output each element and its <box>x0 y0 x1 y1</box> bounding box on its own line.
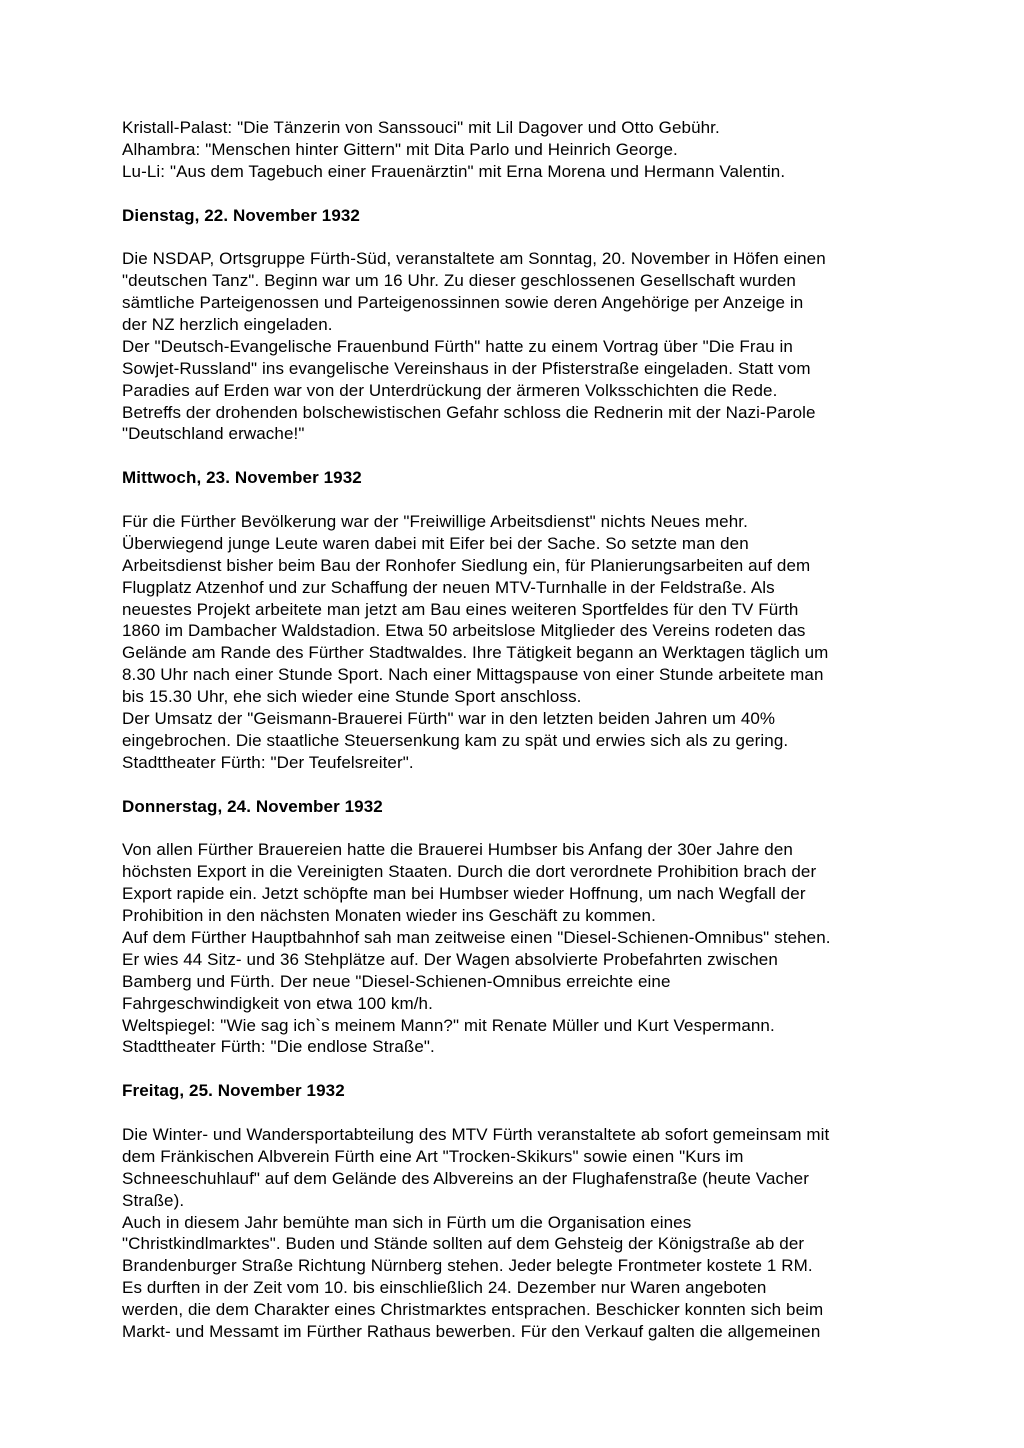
text-line: Gelände am Rande des Fürther Stadtwaldes. Ihre Tätigkeit begann an Werktagen täglich um <box>122 643 829 663</box>
text-line: Bamberg und Fürth. Der neue "Diesel-Schienen-Omnibus erreichte eine <box>122 971 671 991</box>
text-line: Die Winter- und Wandersportabteilung des MTV Fürth veranstaltete ab sofort gemeinsam mit <box>122 1124 830 1144</box>
section-heading <box>122 467 922 489</box>
section-heading-text: Mittwoch, 23. November 1932 <box>122 468 362 488</box>
section-heading-text: Dienstag, 22. November 1932 <box>122 205 360 225</box>
text-line: Alhambra: "Menschen hinter Gittern" mit Dita Parlo und Heinrich George. <box>122 139 678 159</box>
text-line: "Deutschland erwache!" <box>122 424 305 444</box>
section-heading-text: Donnerstag, 24. November 1932 <box>122 796 383 816</box>
text-line: eingebrochen. Die staatliche Steuersenkung kam zu spät und erwies sich als zu gering. <box>122 730 789 750</box>
text-line: Der "Deutsch-Evangelische Frauenbund Fürth" hatte zu einem Vortrag über "Die Frau in <box>122 336 793 356</box>
text-line: Stadttheater Fürth: "Die endlose Straße". <box>122 1037 435 1057</box>
text-line: Paradies auf Erden war von der Unterdrückung der ärmeren Volksschichten die Rede. <box>122 380 778 400</box>
text-line: Er wies 44 Sitz- und 36 Stehplätze auf. Der Wagen absolvierte Probefahrten zwischen <box>122 949 778 969</box>
text-line: Die NSDAP, Ortsgruppe Fürth-Süd, veranstaltete am Sonntag, 20. November in Höfen einen <box>122 249 826 269</box>
text-line: Sowjet-Russland" ins evangelische Vereinshaus in der Pfisterstraße eingeladen. Statt vom <box>122 358 811 378</box>
text-line: Von allen Fürther Brauereien hatte die Brauerei Humbser bis Anfang der 30er Jahre den <box>122 840 793 860</box>
text-line: Weltspiegel: "Wie sag ich`s meinem Mann?" mit Renate Müller und Kurt Vespermann. <box>122 1015 775 1035</box>
section-heading <box>122 205 922 227</box>
text-line: Export rapide ein. Jetzt schöpfte man bei Humbser wieder Hoffnung, um nach Wegfall der <box>122 884 806 904</box>
text-line: neuestes Projekt arbeitete man jetzt am Bau eines weiteren Sportfeldes für den TV Fürth <box>122 599 799 619</box>
paragraph <box>122 839 922 1058</box>
text-line: 1860 im Dambacher Waldstadion. Etwa 50 arbeitslose Mitglieder des Vereins rodeten das <box>122 621 806 641</box>
text-line: Überwiegend junge Leute waren dabei mit Eifer bei der Sache. So setzte man den <box>122 533 749 553</box>
text-line: Schneeschuhlauf" auf dem Gelände des Albvereins an der Flughafenstraße (heute Vacher <box>122 1168 809 1188</box>
text-line: Markt- und Messamt im Fürther Rathaus bewerben. Für den Verkauf galten die allgemeinen <box>122 1321 821 1341</box>
text-line: Kristall-Palast: "Die Tänzerin von Sanssouci" mit Lil Dagover und Otto Gebühr. <box>122 118 720 137</box>
text-line: Auch in diesem Jahr bemühte man sich in Fürth um die Organisation eines <box>122 1212 692 1232</box>
text-line: "Christkindlmarktes". Buden und Stände sollten auf dem Gehsteig der Königstraße ab der <box>122 1234 805 1254</box>
text-line: Betreffs der drohenden bolschewistischen Gefahr schloss die Rednerin mit der Nazi-Parole <box>122 402 816 422</box>
section-heading-text: Freitag, 25. November 1932 <box>122 1081 345 1101</box>
document-content <box>122 117 922 1343</box>
text-line: Straße). <box>122 1190 185 1210</box>
text-line: Flugplatz Atzenhof und zur Schaffung der neuen MTV-Turnhalle in der Feldstraße. Als <box>122 577 775 597</box>
paragraph <box>122 511 922 774</box>
text-line: bis 15.30 Uhr, ehe sich wieder eine Stunde Sport anschloss. <box>122 687 582 707</box>
paragraph <box>122 1124 922 1343</box>
text-line: sämtliche Parteigenossen und Parteigenossinnen sowie deren Angehörige per Anzeige in <box>122 293 804 313</box>
text-line: Lu-Li: "Aus dem Tagebuch einer Frauenärztin" mit Erna Morena und Hermann Valentin. <box>122 161 786 181</box>
section-heading <box>122 1080 922 1102</box>
paragraph <box>122 117 922 183</box>
text-line: dem Fränkischen Albverein Fürth eine Art "Trocken-Skikurs" sowie einen "Kurs im <box>122 1146 744 1166</box>
text-line: Auf dem Fürther Hauptbahnhof sah man zeitweise einen "Diesel-Schienen-Omnibus" stehen. <box>122 927 831 947</box>
text-line: Fahrgeschwindigkeit von etwa 100 km/h. <box>122 993 433 1013</box>
paragraph <box>122 248 922 445</box>
text-line: werden, die dem Charakter eines Christmarktes entsprachen. Beschicker konnten sich beim <box>122 1300 824 1320</box>
text-line: Arbeitsdienst bisher beim Bau der Ronhofer Siedlung ein, für Planierungsarbeiten auf dem <box>122 555 811 575</box>
text-line: Der Umsatz der "Geismann-Brauerei Fürth" war in den letzten beiden Jahren um 40% <box>122 709 776 729</box>
text-line: der NZ herzlich eingeladen. <box>122 315 333 335</box>
text-line: Prohibition in den nächsten Monaten wieder ins Geschäft zu kommen. <box>122 906 656 926</box>
text-line: Für die Fürther Bevölkerung war der "Freiwillige Arbeitsdienst" nichts Neues mehr. <box>122 512 748 532</box>
text-line: höchsten Export in die Vereinigten Staaten. Durch die dort verordnete Prohibition brach der <box>122 862 817 882</box>
section-heading <box>122 796 922 818</box>
text-line: 8.30 Uhr nach einer Stunde Sport. Nach einer Mittagspause von einer Stunde arbeitete man <box>122 665 824 685</box>
text-line: Stadttheater Fürth: "Der Teufelsreiter". <box>122 752 414 772</box>
text-line: Brandenburger Straße Richtung Nürnberg stehen. Jeder belegte Frontmeter kostete 1 RM. <box>122 1256 813 1276</box>
text-line: Es durften in der Zeit vom 10. bis einschließlich 24. Dezember nur Waren angeboten <box>122 1278 767 1298</box>
text-line: "deutschen Tanz". Beginn war um 16 Uhr. Zu dieser geschlossenen Gesellschaft wurden <box>122 271 796 291</box>
